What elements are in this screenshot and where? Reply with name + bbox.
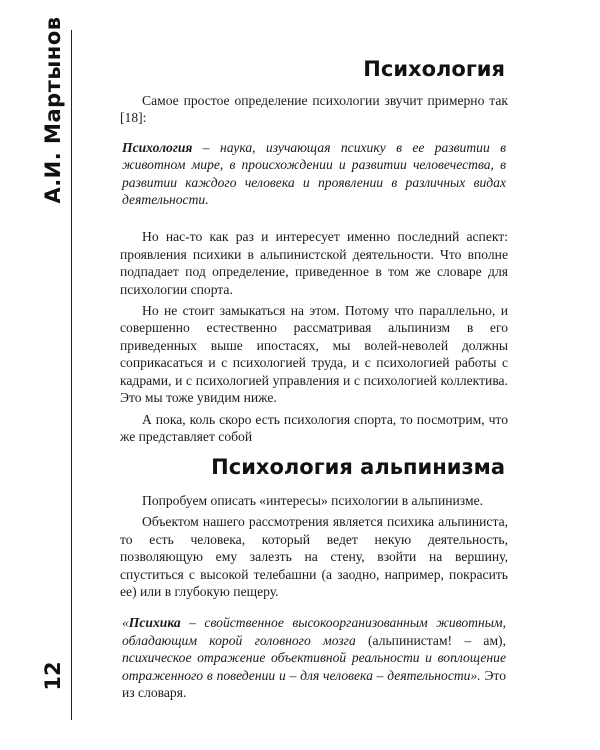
section-mountaineering-body [120,492,508,701]
section-psychology-body [120,92,508,445]
paragraph: Объектом нашего рассмотрения является психика альпиниста, то есть человека, который ведет некую деятельность, позволяющую ему залезть на стену, взойти на вершину, спуститься с высокой телебашни (а заодно, например, покрасить ее) или в глубокую пещеру. [120,514,508,600]
quote-term: Психика [128,615,181,631]
quote-aside: (альпинистам! – ам), [368,632,506,648]
quote-text: – свойственное высокоорганизованным животным, обладающим корой головного мозга [122,615,506,648]
psyche-definition-quote [122,614,506,701]
section-title-psychology: Психология [363,57,505,81]
page-number: 12 [41,661,65,691]
paragraph: Но не стоит замыкаться на этом. Потому что параллельно, и совершенно естественно рассматривая альпинизм в его приведенных выше ипостасях, мы волей-неволей должны соприкасаться и с психологией труда, и с психологией работы с кадрами, и с психологией управления и с психологией коллектива. Это мы тоже увидим ниже. [120,303,508,406]
quote-text-continued: психическое отражение объективной реальности и воплощение отраженного в поведении и – для человека – деятельности». [122,650,506,683]
section-title-mountaineering-psychology: Психология альпинизма [211,455,505,479]
intro-paragraph: Самое простое определение психологии звучит примерно так [18]: [120,93,508,126]
definition-text: – наука, изучающая психику в ее развитии в животном мире, в происхождении и развитии человечества, в развитии каждого человека и проявлении в различных видах деятельности. [122,139,506,208]
paragraph: Но нас-то как раз и интересует именно последний аспект: проявления психики в альпинистской деятельности. Что вполне подпадает под определение, приведенное в том же словаре для психологии спорта. [120,229,508,297]
author-name: А.И. Мартынов [41,16,65,204]
margin-rule [71,30,72,720]
paragraph: А пока, коль скоро есть психология спорта, то посмотрим, что же представляет собой [120,411,508,444]
definition-block [122,139,506,209]
section1-paragraphs [120,228,508,445]
quote-source-note: Это из словаря. [122,667,506,701]
quote-open: « [122,615,129,631]
paragraph: Попробуем описать «интересы» психологии в альпинизме. [142,493,483,508]
definition-term: Психология [122,139,193,155]
